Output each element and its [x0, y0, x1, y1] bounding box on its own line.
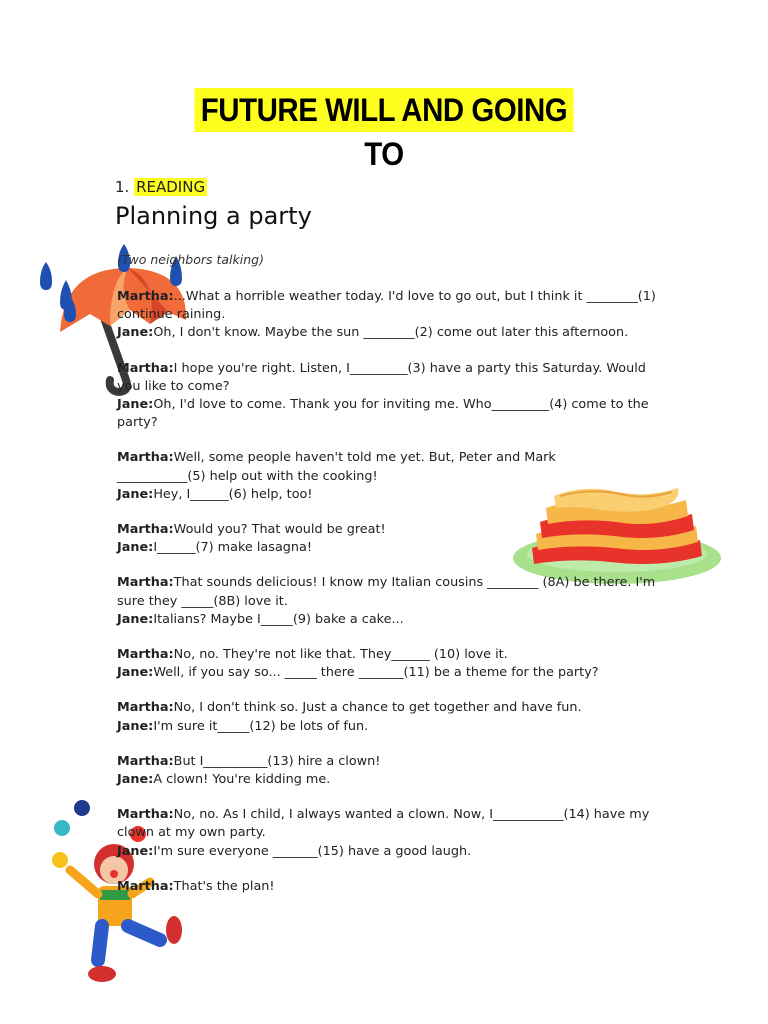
speaker-name: Martha:	[117, 575, 174, 591]
speaker-name: Martha:	[117, 700, 174, 716]
dialogue-exchange	[117, 753, 662, 789]
speaker-name: Martha:	[117, 807, 174, 823]
dialogue	[117, 288, 662, 913]
line-text: I hope you're right. Listen, I_________(3) have a party this Saturday. Would you like to come?	[117, 360, 646, 394]
speaker-name: Jane:	[117, 665, 154, 681]
reading-title: Planning a party	[115, 202, 312, 230]
juggling-ball	[52, 852, 68, 868]
line-text: A clown! You're kidding me.	[153, 772, 331, 788]
speaker-name: Jane:	[117, 540, 154, 556]
line-text: No, no. They're not like that. They______ (10) love it.	[173, 647, 508, 663]
line-text: That's the plan!	[173, 878, 275, 894]
dialogue-exchange	[117, 521, 662, 557]
line-text: Well, if you say so... _____ there _______(11) be a theme for the party?	[153, 665, 599, 681]
speaker-name: Martha:	[117, 450, 174, 466]
dialogue-line	[117, 574, 662, 610]
line-text: I______(7) make lasagna!	[153, 540, 312, 556]
speaker-name: Jane:	[117, 325, 154, 341]
line-text: Well, some people haven't told me yet. But, Peter and Mark ___________(5) help out with the cooking!	[117, 450, 556, 484]
dialogue-line	[117, 396, 662, 432]
rain-drop	[40, 262, 52, 290]
speaker-name: Martha:	[117, 878, 174, 894]
dialogue-line	[117, 486, 662, 504]
dialogue-line	[117, 718, 662, 736]
dialogue-exchange	[117, 646, 662, 682]
line-text: No, I don't think so. Just a chance to get together and have fun.	[173, 700, 582, 716]
dialogue-exchange	[117, 699, 662, 735]
speaker-name: Jane:	[117, 611, 154, 627]
dialogue-exchange	[117, 360, 662, 433]
line-text: That sounds delicious! I know my Italian cousins ________ (8A) be there. I'm sure they _____(8B) love it.	[117, 575, 656, 609]
line-text: Italians? Maybe I_____(9) bake a cake...	[153, 611, 404, 627]
dialogue-line	[117, 878, 662, 896]
line-text: But I__________(13) hire a clown!	[173, 753, 381, 769]
dialogue-exchange	[117, 288, 662, 343]
line-text: I'm sure it_____(12) be lots of fun.	[153, 718, 369, 734]
line-text: Oh, I'd love to come. Thank you for inviting me. Who_________(4) come to the party?	[117, 397, 649, 431]
dialogue-line	[117, 806, 662, 842]
dialogue-line	[117, 324, 662, 342]
speaker-name: Jane:	[117, 843, 154, 859]
dialogue-exchange	[117, 574, 662, 629]
speaker-name: Jane:	[117, 718, 154, 734]
dialogue-line	[117, 611, 662, 629]
line-text: Hey, I______(6) help, too!	[153, 486, 313, 502]
line-text: Oh, I don't know. Maybe the sun ________(2) come out later this afternoon.	[153, 325, 629, 341]
dialogue-line	[117, 539, 662, 557]
line-text: ...What a horrible weather today. I'd love to go out, but I think it ________(1) continue raining.	[117, 289, 656, 323]
dialogue-line	[117, 771, 662, 789]
dialogue-exchange	[117, 449, 662, 504]
juggling-ball	[54, 820, 70, 836]
dialogue-exchange	[117, 878, 662, 896]
section-label: READING	[136, 178, 206, 196]
dialogue-line	[117, 646, 662, 664]
juggling-ball	[74, 800, 90, 816]
section-heading	[115, 178, 207, 196]
speaker-name: Martha:	[117, 289, 174, 304]
speaker-name: Jane:	[117, 772, 154, 788]
speaker-name: Martha:	[117, 753, 174, 769]
dialogue-line	[117, 521, 662, 539]
dialogue-line	[117, 664, 662, 682]
speaker-name: Martha:	[117, 522, 174, 538]
line-text: Would you? That would be great!	[173, 522, 386, 538]
context-note: (Two neighbors talking)	[117, 252, 264, 267]
speaker-name: Jane:	[117, 397, 154, 413]
dialogue-line	[117, 753, 662, 771]
dialogue-line	[117, 699, 662, 717]
speaker-name: Jane:	[117, 486, 154, 502]
section-number: 1.	[115, 178, 130, 196]
dialogue-exchange	[117, 806, 662, 861]
speaker-name: Martha:	[117, 360, 174, 376]
dialogue-line	[117, 449, 567, 485]
dialogue-line	[117, 360, 662, 396]
page-title: FUTURE WILL AND GOING TO	[194, 88, 573, 132]
dialogue-line	[117, 288, 662, 324]
line-text: I'm sure everyone _______(15) have a good laugh.	[153, 843, 472, 859]
dialogue-line	[117, 843, 662, 861]
speaker-name: Martha:	[117, 647, 174, 663]
line-text: No, no. As I child, I always wanted a clown. Now, I___________(14) have my clown at my own party.	[117, 807, 650, 841]
